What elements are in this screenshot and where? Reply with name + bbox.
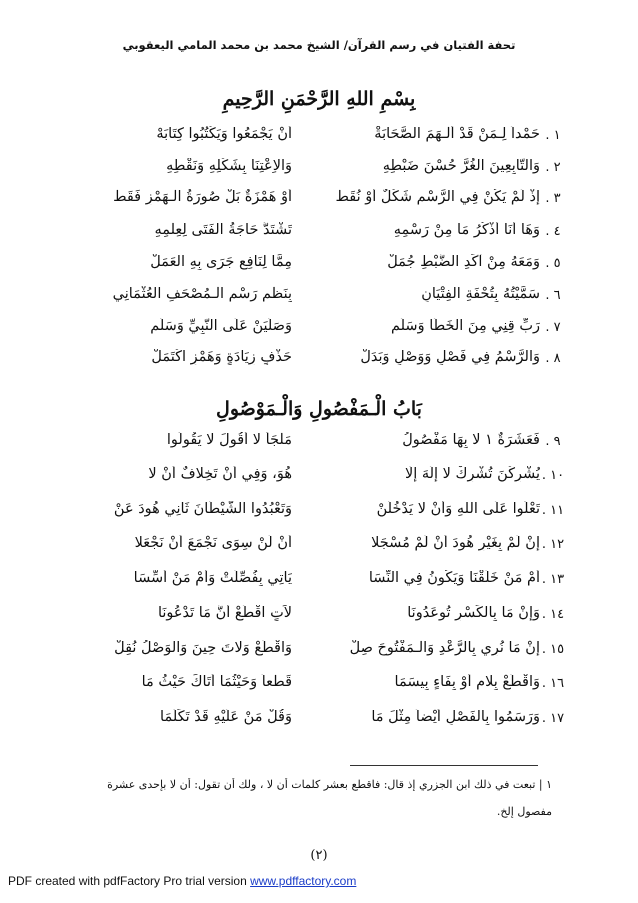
verse-second-hemistich: وَاقْطَعْ وَلاتَ حِينَ وَالوَصْلُ نُقِلْ: [114, 640, 292, 656]
verse-number: ٢ .: [545, 160, 561, 175]
verse-second-hemistich: أَوْ هَمْزَةٌ بَلْ صُورَةُ الْـهَمْزِ فَقَطْ: [113, 189, 292, 205]
verse-second-hemistich: وَقُلْ مَنْ عَلَيْهِ قَدْ تَكَلَّمَا: [160, 709, 292, 725]
verse-number: ٩ .: [545, 434, 561, 449]
verse-row: [60, 126, 561, 152]
verse-row: [60, 189, 561, 215]
verse-second-hemistich: أَنْ يَجْمَعُوا وَيَكْتُبُوا كِتَابَهْ: [156, 126, 292, 142]
verse-row: [60, 535, 565, 561]
verse-row: [60, 605, 565, 631]
verse-second-hemistich: بِنَظْمِ رَسْمِ الْـمُصْحَفِ العُثْمَانِي: [112, 286, 292, 302]
verse-first-hemistich: إِنْ لَمْ بِغَيْرِ هُودَ أَنْ لَمْ مُسْجَلا: [371, 535, 540, 551]
verse-second-hemistich: أَنْ لَنْ سِوَى نَجْمَعَ أَنْ نَجْعَلا: [134, 535, 292, 551]
verse-second-hemistich: مَلْجَأَ لا أَقُولَ لا يَقُولُوا: [166, 432, 292, 448]
verse-number: ١٧ .: [541, 711, 565, 726]
verse-number: ٥ .: [545, 256, 561, 271]
verse-second-hemistich: قَطْعاً وَحَيْثُمَا أَتَاكَ حَيْثُ مَا: [141, 674, 292, 690]
verse-row: [60, 286, 561, 312]
verse-row: [60, 158, 561, 184]
verse-first-hemistich: يُشْرِكْنَ تُشْرِكْ لا إِلَهَ إِلَّا: [404, 466, 540, 482]
verse-row: [60, 709, 565, 735]
verse-first-hemistich: رَبِّ قِنِي مِنَ الخَطَا وَسَلِّمِ: [390, 318, 540, 334]
verse-second-hemistich: حَذْفٍ زِيَادَةٍ وَهَمْزٍ اكْتَمَلْ: [151, 349, 292, 365]
verse-number: ١٦ .: [541, 676, 565, 691]
verse-row: [60, 349, 561, 375]
footnote-line: مفصول إلخ.: [496, 805, 552, 818]
verse-second-hemistich: مِمَّا لِنَافِعٍ جَرَى بِهِ العَمَلْ: [150, 254, 292, 270]
section-heading: بَابُ الْـمَفْصُولِ وَالْـمَوْصُولِ: [216, 398, 422, 420]
verse-number: ١٠ .: [541, 468, 565, 483]
verse-first-hemistich: إِذْ لَمْ يَكُنْ فِي الرَّسْمِ شَكْلٌ أَوْ نُقَطْ: [335, 189, 540, 205]
verse-row: [60, 674, 565, 700]
verse-first-hemistich: وَالتَّابِعِينَ الغُرَّ حُسْنَ ضَبْطِهِ: [382, 158, 540, 174]
verse-row: [60, 466, 565, 492]
verse-first-hemistich: وَإِنْ مَا بِالكَسْرِ تُوعَدُونَا: [407, 605, 540, 621]
basmala-heading: بِسْمِ اللهِ الرَّحْمَنِ الرَّحِيمِ: [222, 88, 416, 110]
verse-second-hemistich: وَتَعْبُدُوا الشَّيْطَانَ ثَانِي هُودَ عَنْ: [113, 501, 292, 517]
pdf-footer-text: PDF created with pdfFactory Pro trial version: [8, 874, 251, 888]
verse-second-hemistich: وَصَلِّيَنْ عَلَى النَّبِيِّ وَسَلِّمِ: [150, 318, 292, 334]
verse-first-hemistich: وَهَا أَنَا أَذْكُرُ مَا مِنْ رَسْمِهِ: [393, 222, 540, 238]
verse-number: ١٥ .: [541, 642, 565, 657]
verse-first-hemistich: وَالرَّسْمُ فِي فَصْلٍ وَوَصْلٍ وَبَدَلْ: [360, 349, 540, 365]
verse-row: [60, 570, 565, 596]
verse-second-hemistich: وَالاِعْتِنَا بِشَكْلِهِ وَنَقْطِهِ: [166, 158, 292, 174]
verse-first-hemistich: حَمْداً لِـمَنْ قَدْ أَلْـهَمَ الصَّحَابَةْ: [374, 126, 540, 142]
verse-number: ١٢ .: [541, 537, 565, 552]
verse-number: ٧ .: [545, 320, 561, 335]
verse-first-hemistich: سَمَّيْتُهُ بِتُحْفَةِ الفِتْيَانِ: [421, 286, 540, 302]
verse-row: [60, 432, 561, 458]
verse-number: ١ .: [545, 128, 561, 143]
verse-first-hemistich: فَعَشَرَةٌ ١ لا بِهَا مَفْصُولُ: [402, 432, 540, 448]
pdf-footer: [8, 874, 356, 888]
running-header: تحفة الفتيان في رسم القرآن/ الشيخ محمد بن محمد المامي اليعقوبي: [122, 38, 516, 52]
verse-second-hemistich: لاَتٍ اقْطَعْ أَنَّ مَا تَدْعُونَا: [157, 605, 292, 621]
verse-first-hemistich: تَعْلُوا عَلَى اللهِ وَأَنْ لا يَدْخُلَنْ: [376, 501, 540, 517]
verse-first-hemistich: وَاقْطَعْ بِلامِ أَوْ بِفَاءٍ بِيسَمَا: [394, 674, 540, 690]
verse-number: ١١ .: [541, 503, 565, 518]
verse-first-hemistich: وَرَسَمُوا بِالفَصْلِ أَيْضاً مِثْلَ مَا: [371, 709, 540, 725]
page-number: (٢): [310, 848, 328, 863]
verse-number: ١٤ .: [541, 607, 565, 622]
verse-second-hemistich: يَاتِي بِفُصِّلَتْ وَأَمْ مَنْ أُسِّسَا: [133, 570, 292, 586]
verse-number: ٣ .: [545, 191, 561, 206]
verse-second-hemistich: تَشْتَدُّ حَاجَةُ الفَتَى لِعِلْمِهِ: [154, 222, 292, 238]
verse-row: [60, 501, 565, 527]
verse-row: [60, 640, 565, 666]
verse-first-hemistich: وَمَعَهُ مِنْ آكَدِ الضَّبْطِ جُمَلْ: [387, 254, 540, 270]
verse-row: [60, 318, 561, 344]
verse-number: ٨ .: [545, 351, 561, 366]
verse-number: ٤ .: [545, 224, 561, 239]
verse-row: [60, 222, 561, 248]
verse-first-hemistich: إِنْ مَا نُرِي بِالرَّعْدِ وَالْـمَفْتُوحَ صِلْ: [349, 640, 540, 656]
pdffactory-link[interactable]: www.pdffactory.com: [250, 874, 357, 888]
verse-first-hemistich: أَمْ مَنْ خَلَقْنَا وَيَكُونُ فِي النِّسَا: [368, 570, 540, 586]
verse-row: [60, 254, 561, 280]
verse-number: ١٣ .: [541, 572, 565, 587]
verse-second-hemistich: هُوَ، وَفِي أَنْ تَخِلافٌ أَنْ لا: [148, 466, 292, 482]
footnote-divider: [350, 765, 538, 766]
footnote-line: ١ | تبعت في ذلك ابن الجزري إذ قال: فاقطع بعشر كلمات أن لا ، ولك أن تقول: أن لا بإحدى عشرة: [107, 778, 552, 791]
verse-number: ٦ .: [545, 288, 561, 303]
